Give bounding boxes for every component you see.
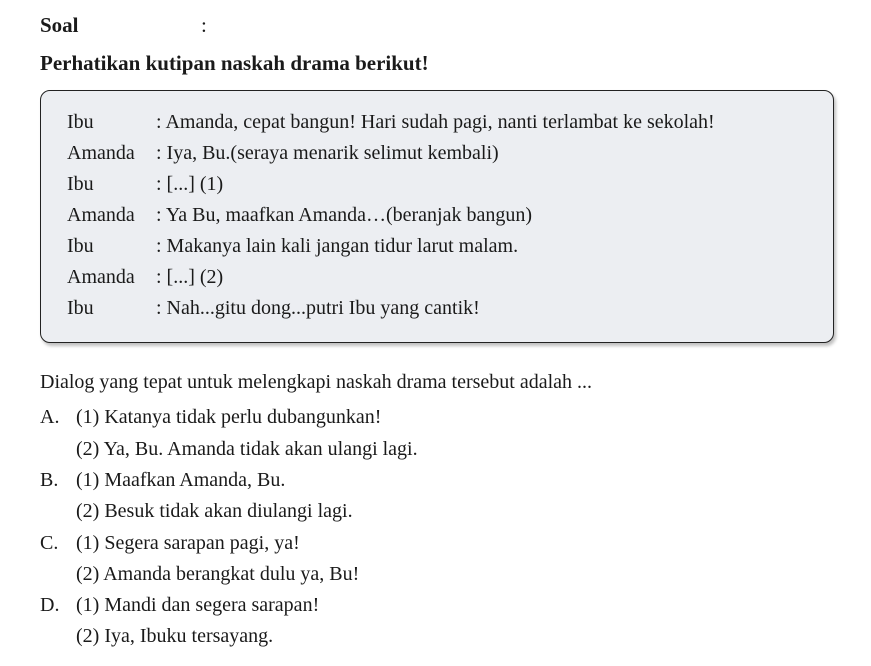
dialog-speaker: Ibu bbox=[67, 173, 94, 195]
option-line-1: (1) Mandi dan segera sarapan! bbox=[76, 594, 320, 616]
option-line-1: (1) Katanya tidak perlu dubangunkan! bbox=[76, 406, 382, 428]
dialog-utterance: : [...] (2) bbox=[156, 266, 224, 288]
option-line-1: (1) Maafkan Amanda, Bu. bbox=[76, 469, 286, 491]
drama-excerpt-box bbox=[40, 90, 834, 343]
option-letter: B. bbox=[40, 469, 59, 491]
dialog-speaker: Amanda bbox=[67, 266, 135, 288]
option-line-2: (2) Besuk tidak akan diulangi lagi. bbox=[76, 500, 353, 522]
dialog-speaker: Ibu bbox=[67, 235, 94, 257]
option-line-2: (2) Iya, Ibuku tersayang. bbox=[76, 625, 274, 647]
dialog-speaker: Ibu bbox=[67, 111, 94, 133]
instruction-text: Perhatikan kutipan naskah drama berikut! bbox=[40, 51, 429, 75]
dialog-speaker: Amanda bbox=[67, 142, 135, 164]
dialog-speaker: Amanda bbox=[67, 204, 135, 226]
option-line-2: (2) Ya, Bu. Amanda tidak akan ulangi lagi. bbox=[76, 438, 418, 460]
dialog-utterance: : Nah...gitu dong...putri Ibu yang cantik! bbox=[156, 297, 480, 319]
dialog-utterance: : Ya Bu, maafkan Amanda…(beranjak bangun) bbox=[156, 204, 533, 226]
dialog-utterance: : Makanya lain kali jangan tidur larut malam. bbox=[156, 235, 519, 257]
soal-colon: : bbox=[201, 13, 207, 37]
dialog-utterance: : Amanda, cepat bangun! Hari sudah pagi, nanti terlambat ke sekolah! bbox=[156, 111, 715, 133]
dialog-utterance: : Iya, Bu.(seraya menarik selimut kembali) bbox=[156, 142, 499, 164]
question-text: Dialog yang tepat untuk melengkapi naskah drama tersebut adalah ... bbox=[40, 371, 593, 393]
option-letter: C. bbox=[40, 532, 59, 554]
option-line-1: (1) Segera sarapan pagi, ya! bbox=[76, 532, 300, 554]
soal-label: Soal bbox=[40, 13, 79, 37]
dialog-utterance: : [...] (1) bbox=[156, 173, 224, 195]
dialog-speaker: Ibu bbox=[67, 297, 94, 319]
option-line-2: (2) Amanda berangkat dulu ya, Bu! bbox=[76, 563, 360, 585]
option-letter: A. bbox=[40, 406, 60, 428]
option-letter: D. bbox=[40, 594, 60, 616]
